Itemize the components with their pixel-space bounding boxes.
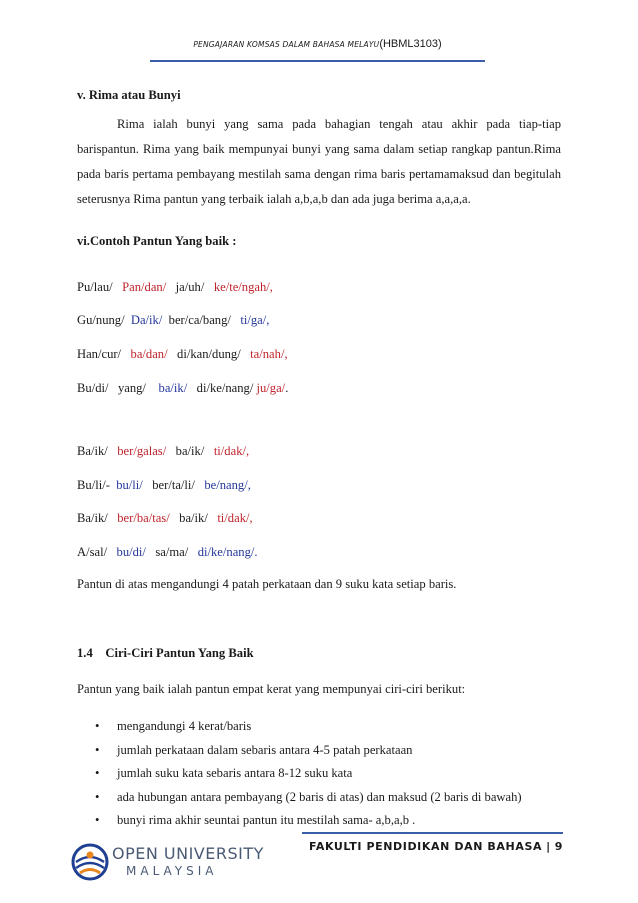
- pantun-line: Ba/ik/ ber/ba/tas/ ba/ik/ ti/dak/,: [77, 511, 253, 525]
- pantun-line: Ba/ik/ ber/galas/ ba/ik/ ti/dak/,: [77, 444, 250, 458]
- pantun-summary: Pantun di atas mengandungi 4 patah perkataan dan 9 suku kata setiap baris.: [77, 577, 457, 591]
- section-1-4-title: 1.4 Ciri-Ciri Pantun Yang Baik: [77, 646, 254, 660]
- list-item: • mengandungi 4 kerat/baris: [95, 718, 522, 742]
- logo-text-line2: MALAYSIA: [126, 864, 218, 878]
- section-v-paragraph: Rima ialah bunyi yang sama pada bahagian tengah atau akhir pada tiap-tiap barispantun. Rima yang baik mempunyai bunyi yang sama dalam setiap rangkap pantun.Rima pada baris pertama pembayang mestilah sama dengan rima baris pertamamaksud dan begitulah seterusnya Rima pantun yang terbaik ialah a,b,a,b dan ada juga berima a,a,a,a.: [77, 117, 561, 206]
- page-footer: [309, 840, 563, 853]
- footer-faculty: FAKULTI PENDIDIKAN DAN BAHASA: [309, 840, 543, 853]
- list-item: • jumlah perkataan dalam sebaris antara 4-5 patah perkataan: [95, 742, 522, 766]
- page-content: [77, 86, 561, 827]
- pantun-line: Pu/lau/ Pan/dan/ ja/uh/ ke/te/ngah/,: [77, 280, 273, 294]
- section-1-4-intro: Pantun yang baik ialah pantun empat kerat yang mempunyai ciri-ciri berikut:: [77, 682, 466, 696]
- pantun-line: Bu/di/ yang/ ba/ik/ di/ke/nang/ ju/ga/.: [77, 381, 289, 395]
- list-item: • jumlah suku kata sebaris antara 8-12 suku kata: [95, 765, 522, 789]
- section-v-title: v. Rima atau Bunyi: [77, 88, 181, 102]
- header-course-name: PENGAJARAN KOMSAS DALAM BAHASA MELAYU: [193, 40, 380, 49]
- pantun-line: Han/cur/ ba/dan/ di/kan/dung/ ta/nah/,: [77, 347, 288, 361]
- open-university-logo: [70, 840, 264, 885]
- ciri-ciri-list: [95, 718, 522, 836]
- header-course-code: (HBML3103): [379, 38, 442, 50]
- page-header: [150, 38, 485, 62]
- footer-separator: |: [546, 840, 551, 853]
- globe-icon: [70, 842, 110, 882]
- section-vi-title: vi.Contoh Pantun Yang baik :: [77, 234, 237, 248]
- pantun-line: Gu/nung/ Da/ik/ ber/ca/bang/ ti/ga/,: [77, 313, 270, 327]
- list-item: • ada hubungan antara pembayang (2 baris di atas) dan maksud (2 baris di bawah): [95, 789, 522, 813]
- logo-text-line1: OPEN UNIVERSITY: [112, 844, 264, 863]
- pantun-line: Bu/li/- bu/li/ ber/ta/li/ be/nang/,: [77, 478, 251, 492]
- pantun-line: A/sal/ bu/di/ sa/ma/ di/ke/nang/.: [77, 545, 258, 559]
- page-number: 9: [554, 840, 563, 853]
- footer-divider: [302, 832, 563, 834]
- list-item: • bunyi rima akhir seuntai pantun itu mestilah sama- a,b,a,b .: [95, 812, 522, 836]
